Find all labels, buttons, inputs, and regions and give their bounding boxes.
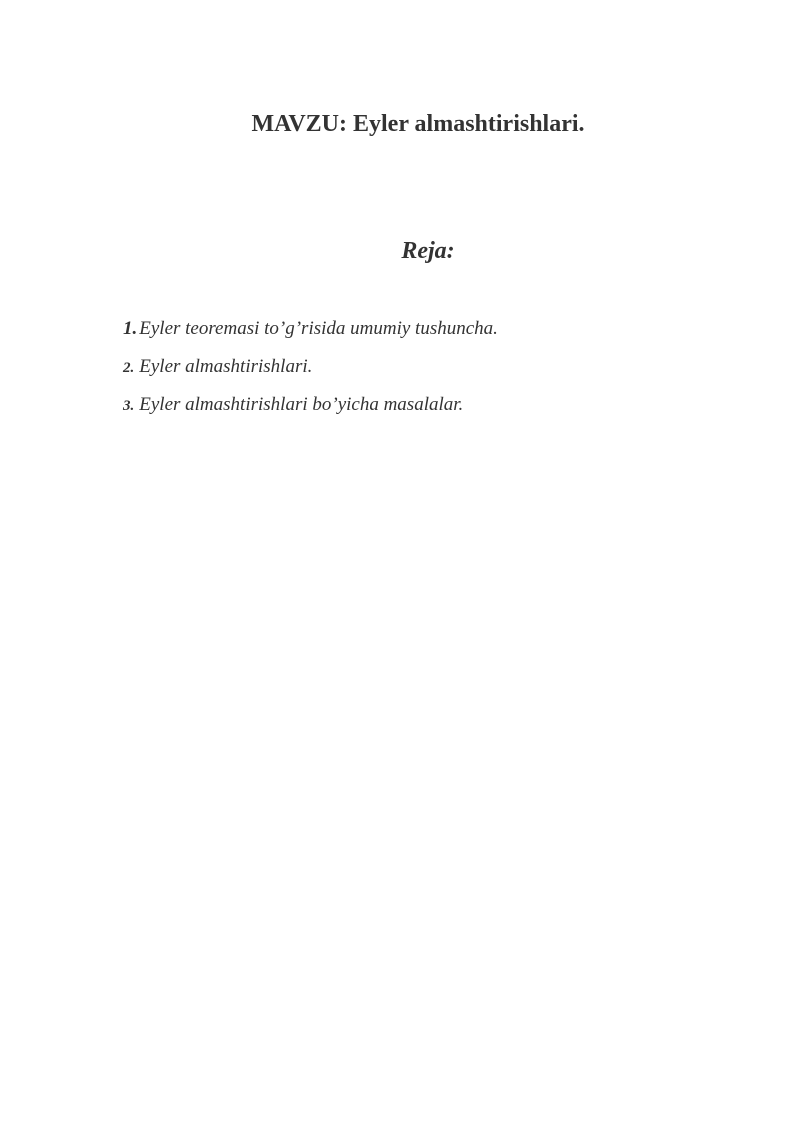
plan-item bbox=[123, 353, 498, 391]
plan-item-number: 3. bbox=[123, 398, 135, 414]
plan-item-text: Eyler almashtirishlari. bbox=[139, 356, 313, 377]
page-title: MAVZU: Eyler almashtirishlari. bbox=[251, 111, 585, 137]
plan-item bbox=[123, 391, 498, 429]
plan-item-text: Eyler teoremasi to’g’risida umumiy tushuncha. bbox=[139, 318, 498, 339]
plan-heading: Reja: bbox=[401, 238, 455, 264]
plan-item-number: 1. bbox=[123, 318, 138, 339]
plan-list bbox=[123, 315, 498, 429]
plan-item bbox=[123, 315, 498, 353]
plan-item-number: 2. bbox=[123, 360, 135, 376]
plan-item-text: Eyler almashtirishlari bo’yicha masalalar. bbox=[139, 394, 464, 415]
